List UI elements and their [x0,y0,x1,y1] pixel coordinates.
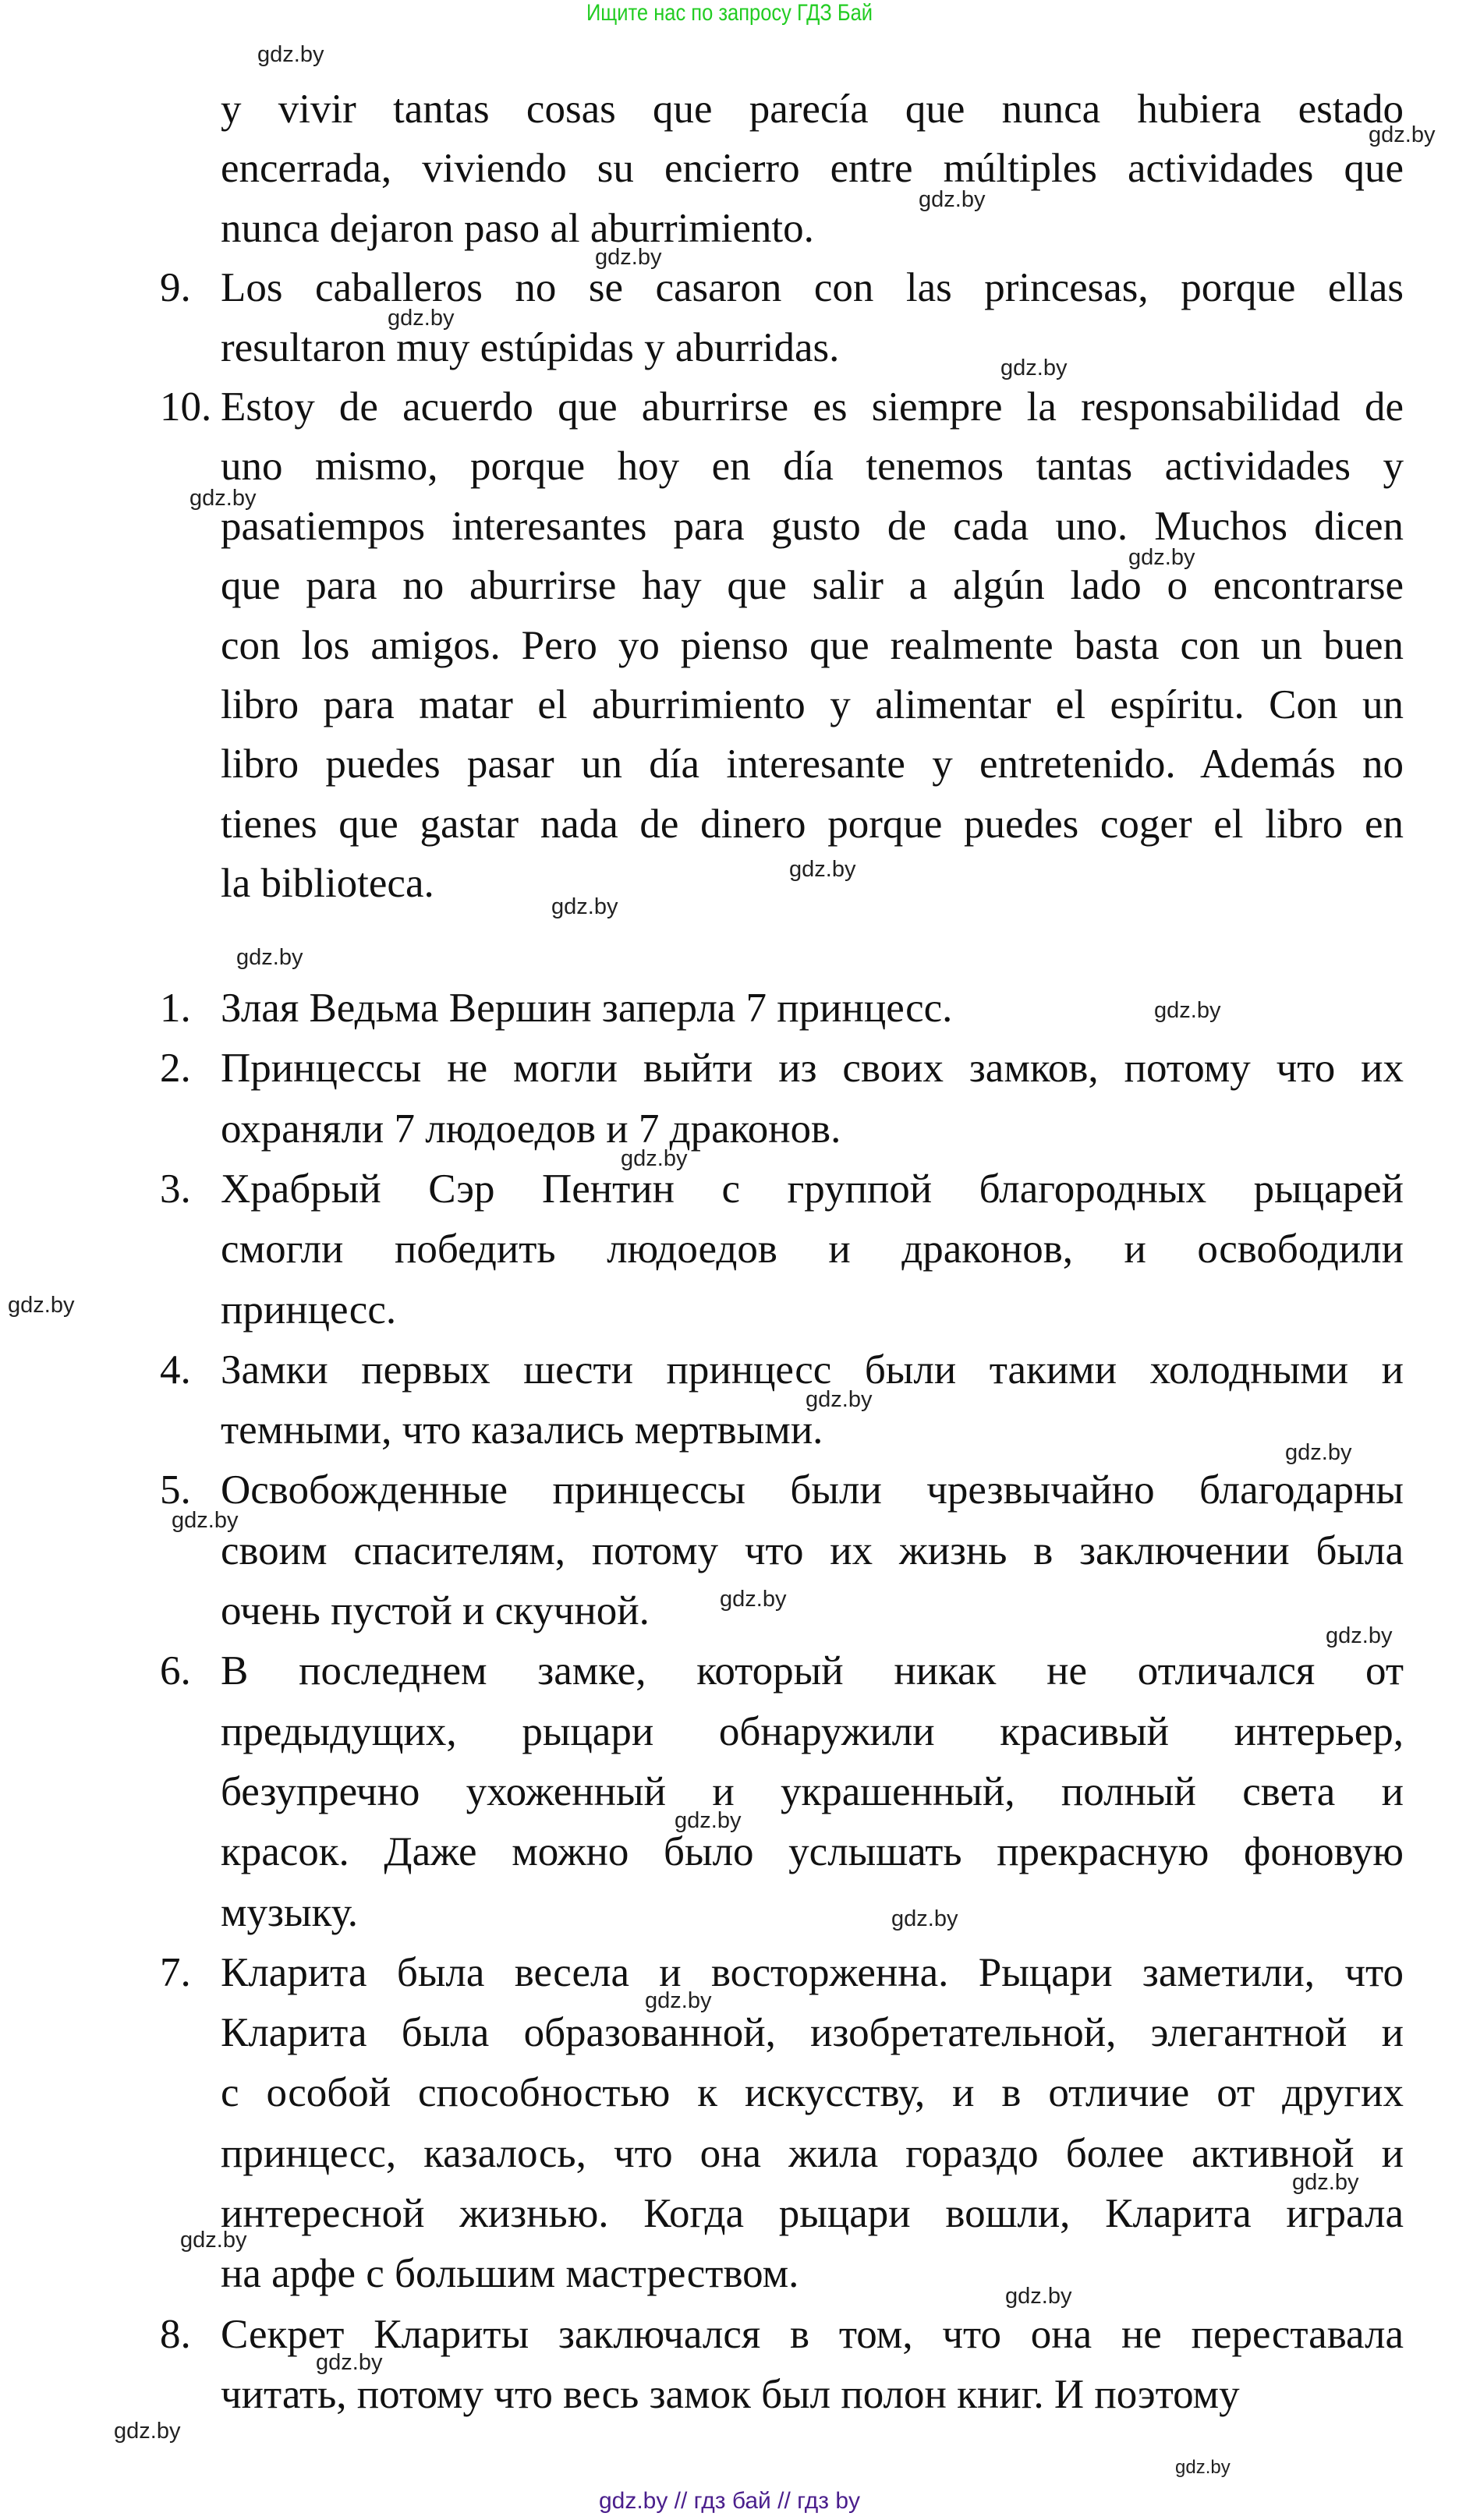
text-line: uno mismo, porque hoy en día tenemos tantas actividades y [221,444,1404,490]
watermark: gdz.by [189,486,257,511]
watermark: gdz.by [114,2419,181,2444]
text-line: Кларита была образованной, изобретательной, элегантной и [221,2010,1404,2056]
text-line: на арфе с большим мастреством. [221,2251,799,2297]
watermark: gdz.by [720,1587,787,1612]
text-line: охраняли 7 людоедов и 7 драконов. [221,1106,841,1152]
text-line: encerrada, viviendo su encierro entre múltiples actividades que [221,146,1404,192]
text-line: Los caballeros no se casaron con las princesas, porque ellas [221,265,1404,311]
item-number: 3. [160,1166,191,1212]
watermark: gdz.by [1326,1623,1393,1648]
watermark: gdz.by [1128,545,1195,570]
footer-links: gdz.by // гдз бай // гдз by [598,2488,861,2514]
item-number: 2. [160,1046,191,1092]
text-line: предыдущих, рыцари обнаружили красивый интерьер, [221,1708,1404,1754]
watermark: gdz.by [236,945,303,970]
item-number: 9. [160,265,191,311]
text-line: с особой способностью к искусству, и в отличие от других [221,2070,1404,2116]
watermark: gdz.by [675,1808,742,1833]
text-line: y vivir tantas cosas que parecía que nunca hubiera estado [221,87,1404,132]
watermark: gdz.by [806,1387,873,1412]
watermark: gdz.by [1292,2170,1359,2195]
text-line: принцесс, казалось, что она жила гораздо более активной и [221,2130,1404,2176]
watermark: gdz.by [172,1508,239,1533]
text-line: Освобожденные принцессы были чрезвычайно благодарны [221,1467,1404,1513]
watermark: gdz.by [645,1988,712,2013]
text-line: pasatiempos interesantes para gusto de cada uno. Muchos dicen [221,503,1404,549]
text-line: безупречно ухоженный и украшенный, полный света и [221,1768,1404,1814]
text-line: музыку. [221,1889,359,1935]
watermark: gdz.by [1154,998,1221,1023]
watermark: gdz.by [180,2228,247,2253]
watermark: gdz.by [551,894,618,919]
item-number: 5. [160,1467,191,1513]
item-number: 4. [160,1347,191,1393]
text-line: принцесс. [221,1287,397,1333]
item-number: 6. [160,1648,191,1694]
item-number: 1. [160,986,191,1031]
text-line: Estoy de acuerdo que aburrirse es siempre la responsabilidad de [221,384,1404,430]
item-number: 10. [160,384,212,430]
search-hint-banner: Ищите нас по запросу ГДЗ Бай [586,0,873,26]
watermark: gdz.by [789,857,856,882]
item-number: 8. [160,2311,191,2357]
text-line: libro puedes pasar un día interesante y entretenido. Además no [221,741,1404,788]
text-line: темными, что казались мертвыми. [221,1407,823,1453]
text-line: libro para matar el aburrimiento y alimentar el espíritu. Con un [221,682,1404,727]
text-line: Принцессы не могли выйти из своих замков, потому что их [221,1046,1404,1092]
text-line: очень пустой и скучной. [221,1588,650,1633]
watermark: gdz.by [891,1906,958,1931]
item-number: 7. [160,1949,191,1995]
text-line: Храбрый Сэр Пентин с группой благородных рыцарей [221,1166,1404,1212]
watermark: gdz.by [1285,1440,1352,1465]
text-line: В последнем замке, который никак не отличался от [221,1648,1404,1694]
watermark: gdz.by [1000,356,1068,380]
text-line: Кларита была весела и восторженна. Рыцари заметили, что [221,1949,1404,1995]
watermark: gdz.by [595,245,662,270]
watermark: gdz.by [919,187,986,212]
text-line: Секрет Клариты заключался в том, что она не переставала [221,2311,1404,2357]
text-line: Злая Ведьма Вершин заперла 7 принцесс. [221,986,953,1031]
text-line: красок. Даже можно было услышать прекрасную фоновую [221,1829,1404,1875]
text-line: интересной жизнью. Когда рыцари вошли, Кларита играла [221,2191,1404,2236]
text-line: Замки первых шести принцесс были такими холодными и [221,1347,1404,1393]
text-line: смогли победить людоедов и драконов, и освободили [221,1226,1404,1272]
watermark: gdz.by [257,42,324,67]
watermark: gdz.by [1369,122,1436,147]
text-line: con los amigos. Pero yo pienso que realmente basta con un buen [221,622,1404,668]
text-line: своим спасителям, потому что их жизнь в заключении была [221,1527,1404,1573]
watermark: gdz.by [316,2350,383,2375]
watermark: gdz.by [1005,2284,1072,2309]
text-line: читать, потому что весь замок был полон книг. И поэтому [221,2371,1240,2417]
watermark: gdz.by [1175,2457,1231,2478]
watermark: gdz.by [621,1146,688,1171]
text-line: nunca dejaron paso al aburrimiento. [221,205,814,251]
text-line: la biblioteca. [221,861,434,907]
text-line: que para no aburrirse hay que salir a algún lado o encontrarse [221,563,1404,609]
text-line: tienes que gastar nada de dinero porque puedes coger el libro en [221,801,1404,847]
watermark: gdz.by [8,1293,75,1318]
text-line: resultaron muy estúpidas y aburridas. [221,324,840,370]
watermark: gdz.by [388,306,455,331]
